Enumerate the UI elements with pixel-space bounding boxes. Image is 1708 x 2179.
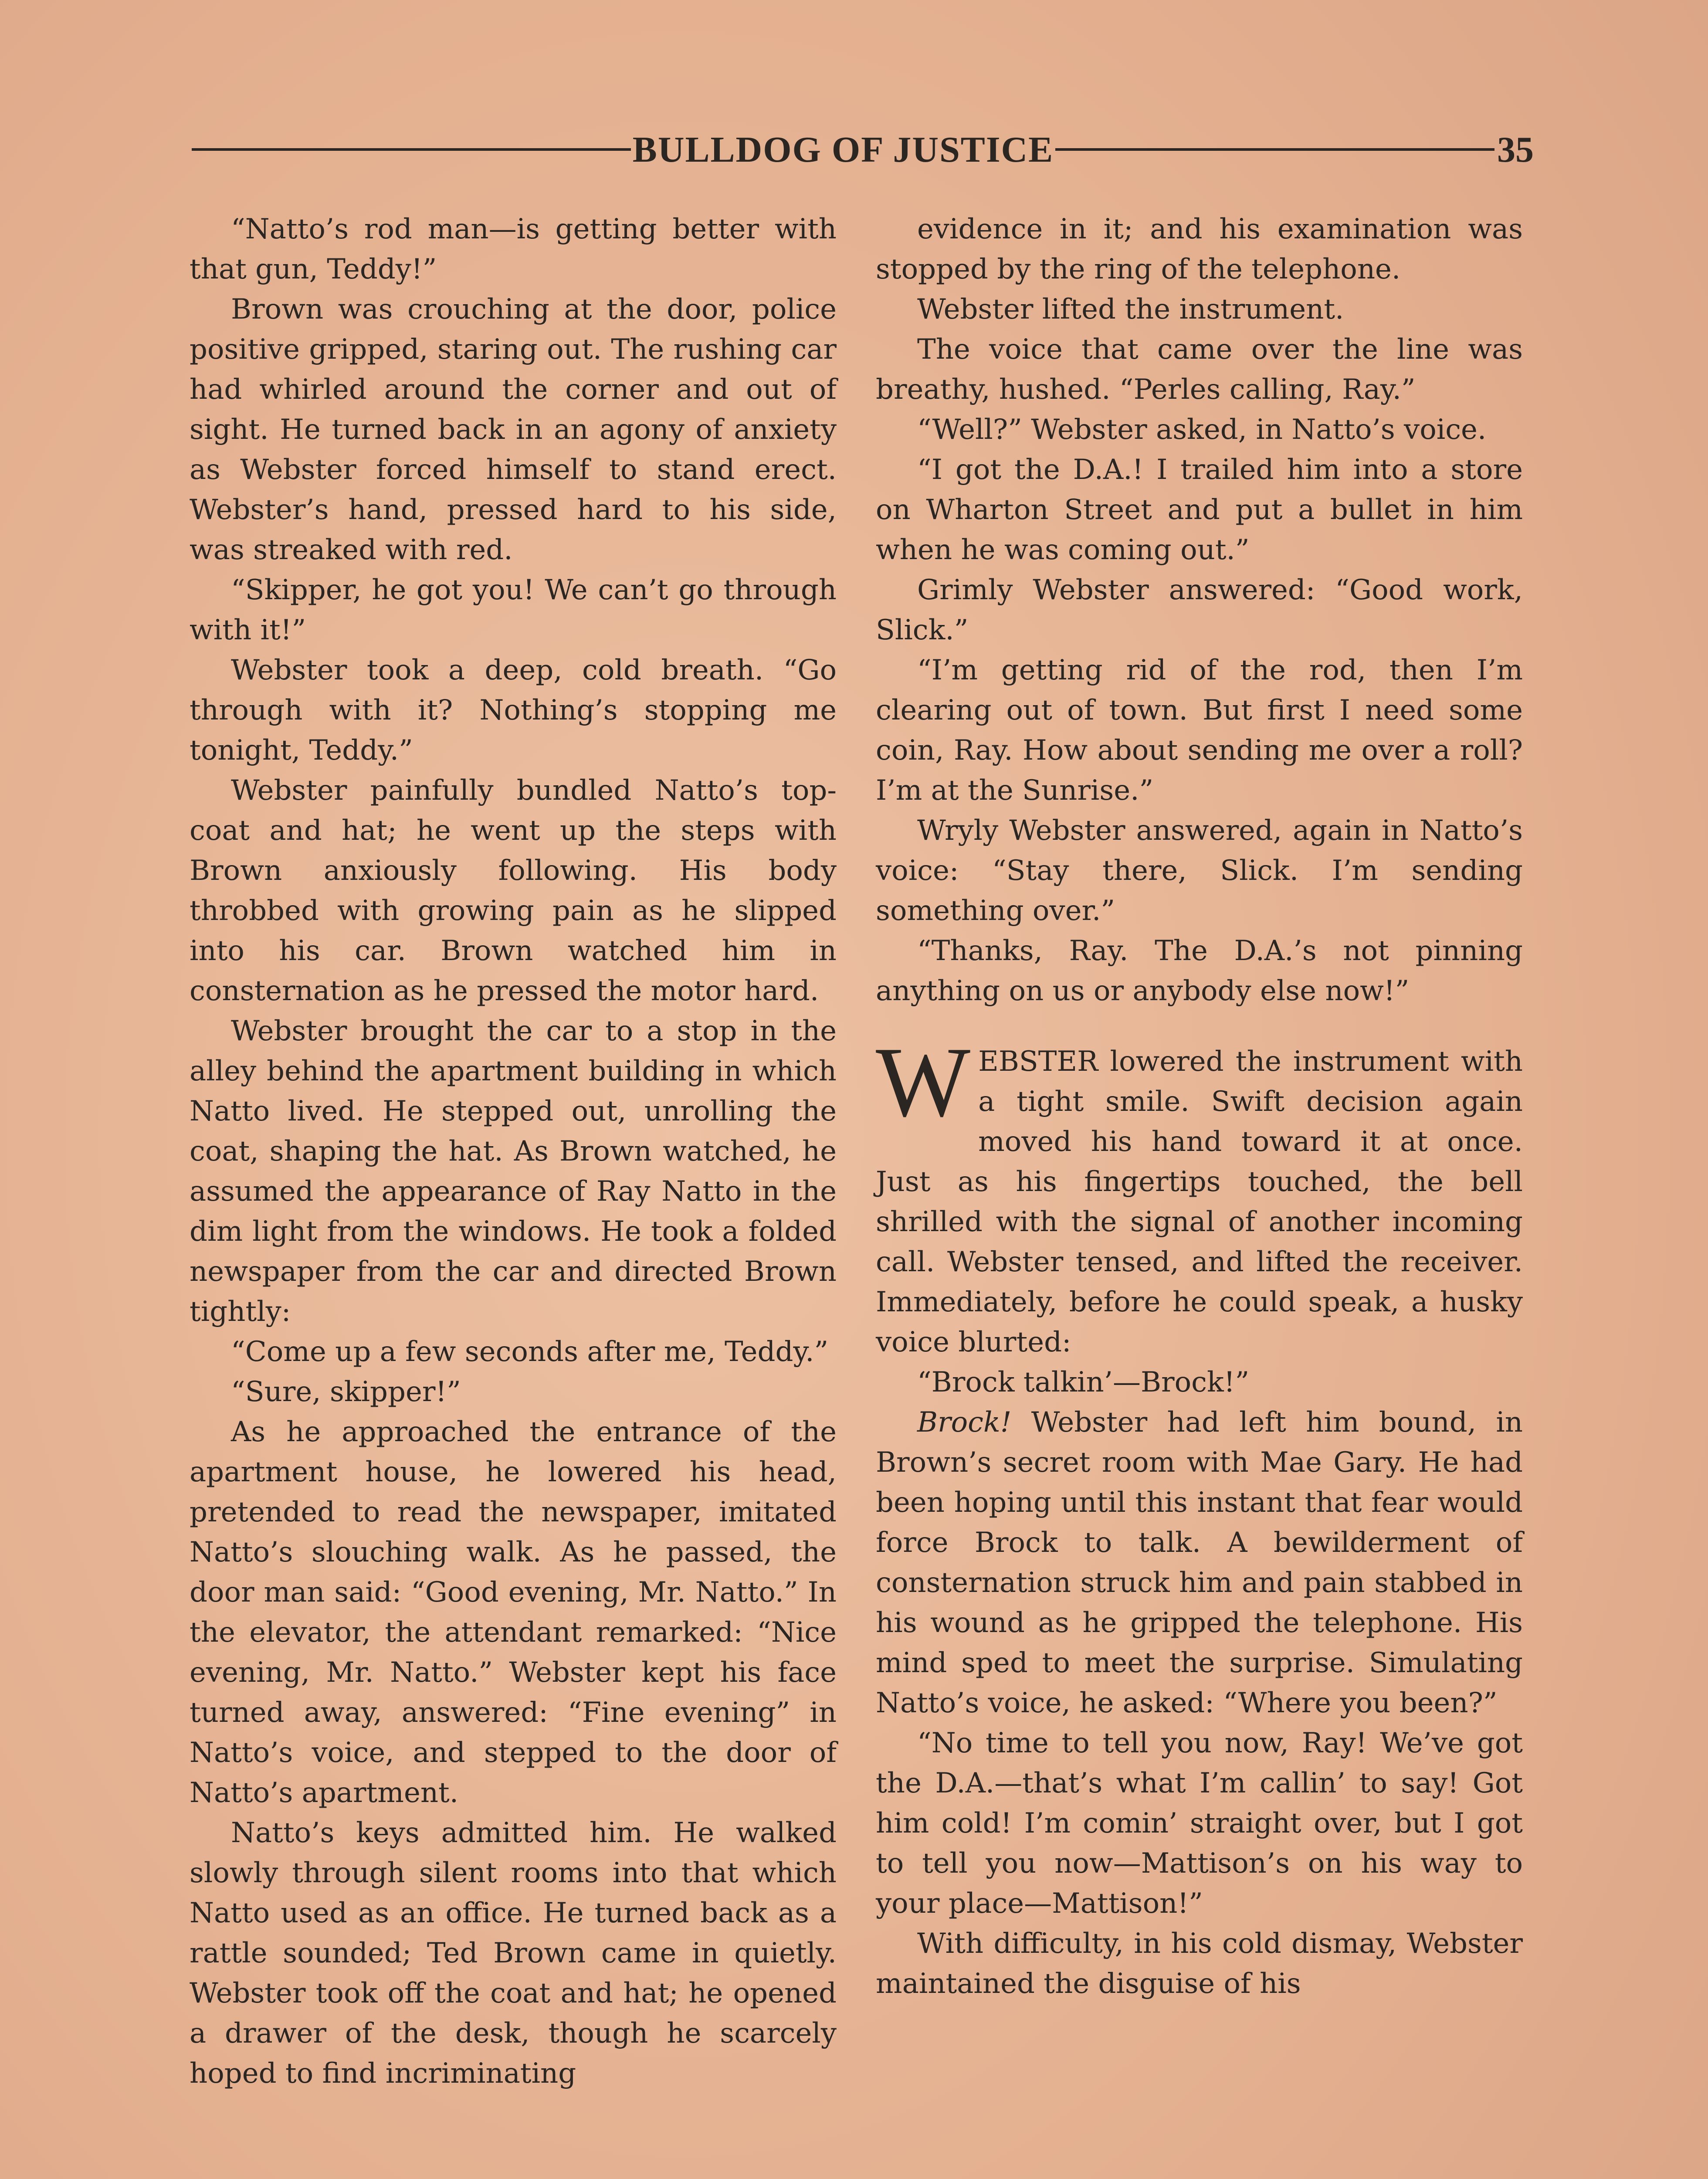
right-column [876, 209, 1523, 2004]
paragraph: “Thanks, Ray. The D.A.’s not pinning anything on us or anybody else now!” [876, 935, 1523, 1007]
header-rule-right [1055, 148, 1494, 151]
first-word: EBSTER [978, 1045, 1098, 1078]
paragraph: “I got the D.A.! I trailed him into a store on Wharton Street and put a bullet in him when he was coming out.” [876, 454, 1523, 566]
paragraph: Webster took a deep, cold breath. “Go through with it? Nothing’s stopping me tonight, Teddy.” [190, 654, 837, 767]
paragraph: Wryly Webster answered, again in Natto’s voice: “Stay there, Slick. I’m sending something over.” [876, 815, 1523, 927]
paragraph: “Come up a few seconds after me, Teddy.” [231, 1336, 829, 1368]
paragraph: “Sure, skipper!” [231, 1376, 461, 1408]
left-column [190, 209, 837, 2094]
paragraph: As he approached the entrance of the apartment house, he lowered his head, pretended to read the newspaper, imitated Natto’s slouching walk. As he passed, the door man said: “Good evening, Mr. Natto.” In the elevator, the attendant remarked: “Nice evening, Mr. Natto.” Webster kept his face turned away, answered: “Fine evening” in Natto’s voice, and stepped to the door of Natto’s apartment. [190, 1416, 837, 1809]
running-title: BULLDOG OF JUSTICE [632, 129, 1054, 170]
paragraph [876, 1402, 1523, 1723]
dropcap-paragraph [876, 1026, 1523, 1362]
paragraph: Webster lifted the instrument. [917, 293, 1344, 326]
paragraph: Brown was crouching at the door, police positive gripped, staring out. The rushing car had whirled around the corner and out of sight. He turned back in an agony of anxiety as Webster forced himself to stand erect. Webster’s hand, pressed hard to his side, was streaked with red. [190, 293, 837, 566]
paragraph: “Natto’s rod man—is getting better with that gun, Teddy!” [190, 213, 837, 285]
paragraph: “Well?” Webster asked, in Natto’s voice. [917, 414, 1487, 446]
paragraph: “I’m getting rid of the rod, then I’m clearing out of town. But first I need some coin, Ray. How about sending me over a roll? I’m at the Sunrise.” [876, 654, 1523, 807]
paragraph: Webster painfully bundled Natto’s top-coat and hat; he went up the steps with Brown anxiously following. His body throbbed with growing pain as he slipped into his car. Brown watched him in consternation as he pressed the motor hard. [190, 774, 837, 1007]
paragraph: “Brock talkin’—Brock!” [917, 1366, 1250, 1398]
section-break [876, 1011, 1523, 1042]
paragraph: Webster brought the car to a stop in the alley behind the apartment building in which Natto lived. He stepped out, unrolling the coat, shaping the hat. As Brown watched, he assumed the appearance of Ray Natto in the dim light from the windows. He took a folded newspaper from the car and directed Brown tightly: [190, 1015, 837, 1328]
italic-emphasis: Brock! [917, 1406, 1012, 1439]
page-number: 35 [1497, 129, 1534, 170]
paragraph: “Skipper, he got you! We can’t go through with it!” [190, 574, 837, 646]
paragraph: Natto’s keys admitted him. He walked slowly through silent rooms into that which Natto used as an office. He turned back as a rattle sounded; Ted Brown came in quietly. Webster took off the coat and hat; he opened a drawer of the desk, though he scarcely hoped to find incriminating [190, 1817, 837, 2090]
drop-cap-letter: W [876, 1026, 971, 1137]
header-rule-left [192, 148, 631, 151]
paragraph-text: Webster had left him bound, in Brown’s secret room with Mae Gary. He had been hoping until this instant that fear would force Brock to talk. A bewilderment of consternation struck him and pain stabbed in his wound as he gripped the telephone. His mind sped to meet the surprise. Simulating Natto’s voice, he asked: “Where you been?” [876, 1406, 1523, 1719]
paragraph-text: lowered the instrument with a tight smile. Swift decision again moved his hand toward it at once. Just as his fingertips touched, the bell shrilled with the signal of another incoming call. Webster tensed, and lifted the receiver. Immediately, before he could speak, a husky voice blurted: [876, 1045, 1523, 1358]
running-header [192, 130, 1534, 169]
paragraph: Grimly Webster answered: “Good work, Slick.” [876, 574, 1523, 646]
paragraph: With difficulty, in his cold dismay, Webster maintained the disguise of his [876, 1928, 1523, 2000]
paragraph: The voice that came over the line was breathy, hushed. “Perles calling, Ray.” [876, 333, 1523, 406]
paragraph: “No time to tell you now, Ray! We’ve got the D.A.—that’s what I’m callin’ to say! Got him cold! I’m comin’ straight over, but I got to tell you now—Mattison’s on his way to your place—Mattison!” [876, 1727, 1523, 1920]
paragraph: evidence in it; and his examination was stopped by the ring of the telephone. [876, 213, 1523, 285]
